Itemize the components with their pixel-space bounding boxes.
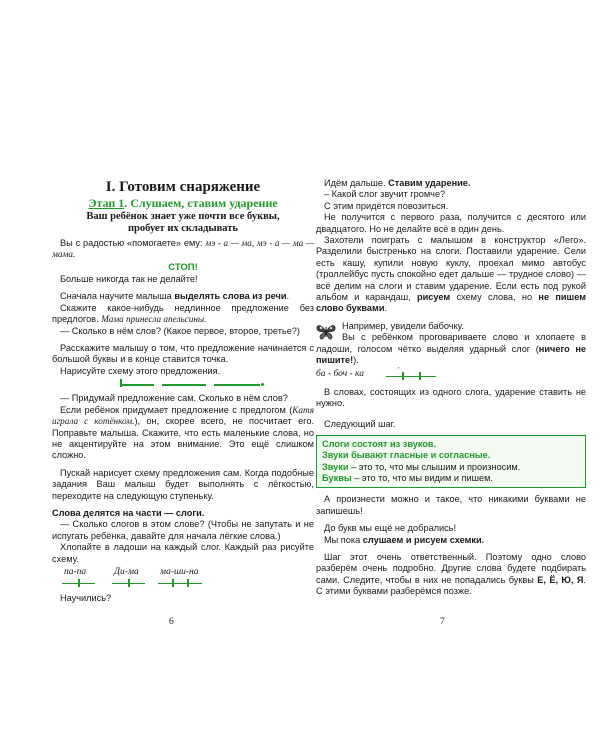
example-word: ба - боч - ка [316,368,365,379]
r-paragraph-1-text: Идём дальше. [324,178,389,188]
scheme-word-3 [214,384,260,386]
scheme-end-dot [261,383,264,386]
paragraph-9-text-b: ), он, скорее всего, не посчитает его. Поправьте малыша. Скажите, что есть маленькие слова, но не акцентируйте на этом внимание. Это ещё слишком сложно. [52,416,314,461]
stress-scheme-mark [403,376,419,378]
paragraph-9-example: Катя играла с котёнком. [52,404,314,427]
paragraph-6: Расскажите малышу о том, что предложение начинается с большой буквы и в конце ставится точка. [52,343,314,365]
paragraph-3-bold: выделять слова из речи [174,291,287,302]
syllable-word-3: ма-ши-на [160,566,199,577]
paragraph-2: Больше никогда так не делайте! [60,274,198,285]
r-paragraph-12-bold: слушаем и рисуем схемки. [362,534,485,545]
paragraph-11: — Сколько слогов в этом слове? (Чтобы не запутать и не испугать ребёнка, давайте для начала лёгкие слова.) [52,519,314,541]
stage-title [52,198,314,209]
stage-title-text: . Слушаем, ставим ударение [124,196,278,211]
syllable-mark [129,583,145,585]
right-page [316,178,586,598]
subhead-line-1: Ваш ребёнок знает уже почти все буквы, [86,210,280,222]
r-paragraph-2: – Какой слог звучит громче? [324,189,446,200]
paragraph-8: — Придумай предложение сам. Сколько в нём слов? [60,393,288,404]
butterfly-row [316,321,586,367]
rule-line-4 [322,473,580,484]
r-paragraph-13-end: . С этими буквами разберёмся позже. [316,574,586,597]
r-paragraph-7-bold: ничего не пишите! [316,343,586,366]
rule-line-4-bold: Буквы [322,472,352,483]
paragraph-4-text: Скажите какое-нибудь недлинное предложение без предлогов. [52,302,314,325]
syllable-mark [62,583,78,585]
rule-box [316,435,586,489]
r-paragraph-6: Например, увидели бабочку. [342,320,464,331]
stress-scheme-mark [420,376,436,378]
rule-line-1: Слоги состоят из звуков. [322,438,437,449]
r-paragraph-5-end: . [384,303,388,314]
r-paragraph-13-letters: Е, Ё, Ю, Я [537,574,584,585]
syllable-mark [188,583,202,585]
paragraph-7: Нарисуйте схему этого предложения. [60,365,221,376]
syllable-word-2: Ди-ма [114,566,139,577]
r-paragraph-8: В словах, состоящих из одного слога, ударение ставить не нужно. [316,386,586,408]
scheme-word-1 [120,384,154,386]
r-paragraph-12 [316,535,586,546]
r-paragraph-1-bold: Ставим ударение. [388,178,471,188]
paragraph-3-end: . [286,291,290,302]
r-paragraph-1 [316,178,586,189]
syllable-mark [112,583,128,585]
paragraph-3 [52,291,314,302]
subhead-line-2: пробует их складывать [127,222,238,234]
subhead [52,211,314,235]
syllable-mark [79,583,95,585]
chapter-title: I. Готовим снаряжение [105,179,261,195]
r-paragraph-5-text: Захотели поиграть с малышом в конструктор «Лего». Разделили быстренько на слоги. Поставили ударение. Сели есть кашу, купили новую куклу, проехал мимо автобус (троллейбус пусть спокойно едет дальше — трудное слово) — всё делим на слоги и ставим ударение. Если есть под рукой альбом и карандаш, [316,235,586,303]
page-number-right: 7 [440,617,445,627]
r-paragraph-12-text: Мы пока [324,534,363,545]
page-number-left: 6 [169,617,174,627]
r-paragraph-5-mid: схему слова, но [450,292,539,303]
paragraph-4 [52,303,314,326]
paragraph-13: Научились? [60,592,112,603]
scheme-word-2 [162,384,206,386]
stress-scheme [316,365,586,387]
syllable-mark [173,583,187,585]
rule-line-4-rest: – это то, что мы видим и пишем. [351,472,494,483]
syllable-schemes [52,567,314,593]
rule-line-3-rest: – это то, что мы слышим и произносим. [348,461,521,472]
paragraph-9-text-a: Если ребёнок придумает предложение с предлогом ( [60,404,293,415]
stage-label: Этап 1 [88,196,125,211]
paragraph-1-example: мэ - а — ма, мэ - а — ма — мама. [52,237,314,260]
stress-scheme-mark [386,376,402,378]
syllable-mark [158,583,172,585]
stop-label: СТОП! [168,261,198,273]
r-paragraph-5 [316,235,586,315]
paragraph-9 [52,405,314,462]
rule-line-3-bold: Звуки [322,461,349,472]
paragraph-1-text: Вы с радостью «помогаете» ему: [60,237,206,248]
rule-line-3 [322,462,580,473]
syllable-word-1: па-па [64,566,87,577]
paragraph-5: — Сколько в нём слов? (Какое первое, второе, третье?) [60,325,300,336]
paragraph-12: Хлопайте в ладоши на каждый слог. Каждый раз рисуйте схему. [52,542,314,564]
r-paragraph-7-end: ). [353,355,359,366]
r-paragraph-7-text: Вы с ребёнком проговариваете слово и хлопаете в ладоши, голосом чётко выделяя ударный слог ( [316,332,586,354]
paragraph-1 [52,238,314,261]
r-paragraph-5-bold-1: рисуем [417,292,451,303]
paragraph-3-text: Сначала научите малыша [60,291,175,302]
rule-line-2: Звуки бывают гласные и согласные. [322,450,491,461]
r-paragraph-13 [316,552,586,598]
butterfly-icon [316,323,336,341]
r-paragraph-5-bold-2: не пишем слово буквами [316,292,586,314]
r-paragraph-3: С этим придётся повозиться. [324,200,449,211]
paragraph-4-example: Мама принесла апельсины. [101,314,207,325]
r-paragraph-13-text: Шаг этот очень ответственный. Поэтому одно слово разберём очень подробно. Другие слова будете подбирать сами. Следите, чтобы в них не попадались буквы [316,551,586,585]
r-paragraph-4: Не получится с первого раза, получится с десятого или двадцатого. Но не делайте всё в один день. [316,212,586,234]
r-paragraph-11: До букв мы ещё не добрались! [324,523,457,534]
r-paragraph-9: Следующий шаг. [324,419,396,430]
left-page [52,168,314,604]
paragraph-10: Пускай нарисует схему предложения сам. Когда подобные задания Ваш малыш будет выполнять с лёгкостью, переходите на следующую ступеньку. [52,467,314,501]
sentence-scheme [52,377,314,393]
r-paragraph-7 [316,332,586,366]
r-paragraph-10: А произнести можно и такое, что никакими буквами не запишешь! [316,494,586,516]
section-heading: Слова делятся на части — слоги. [52,507,205,518]
stress-mark-icon: ˊ [397,365,400,376]
